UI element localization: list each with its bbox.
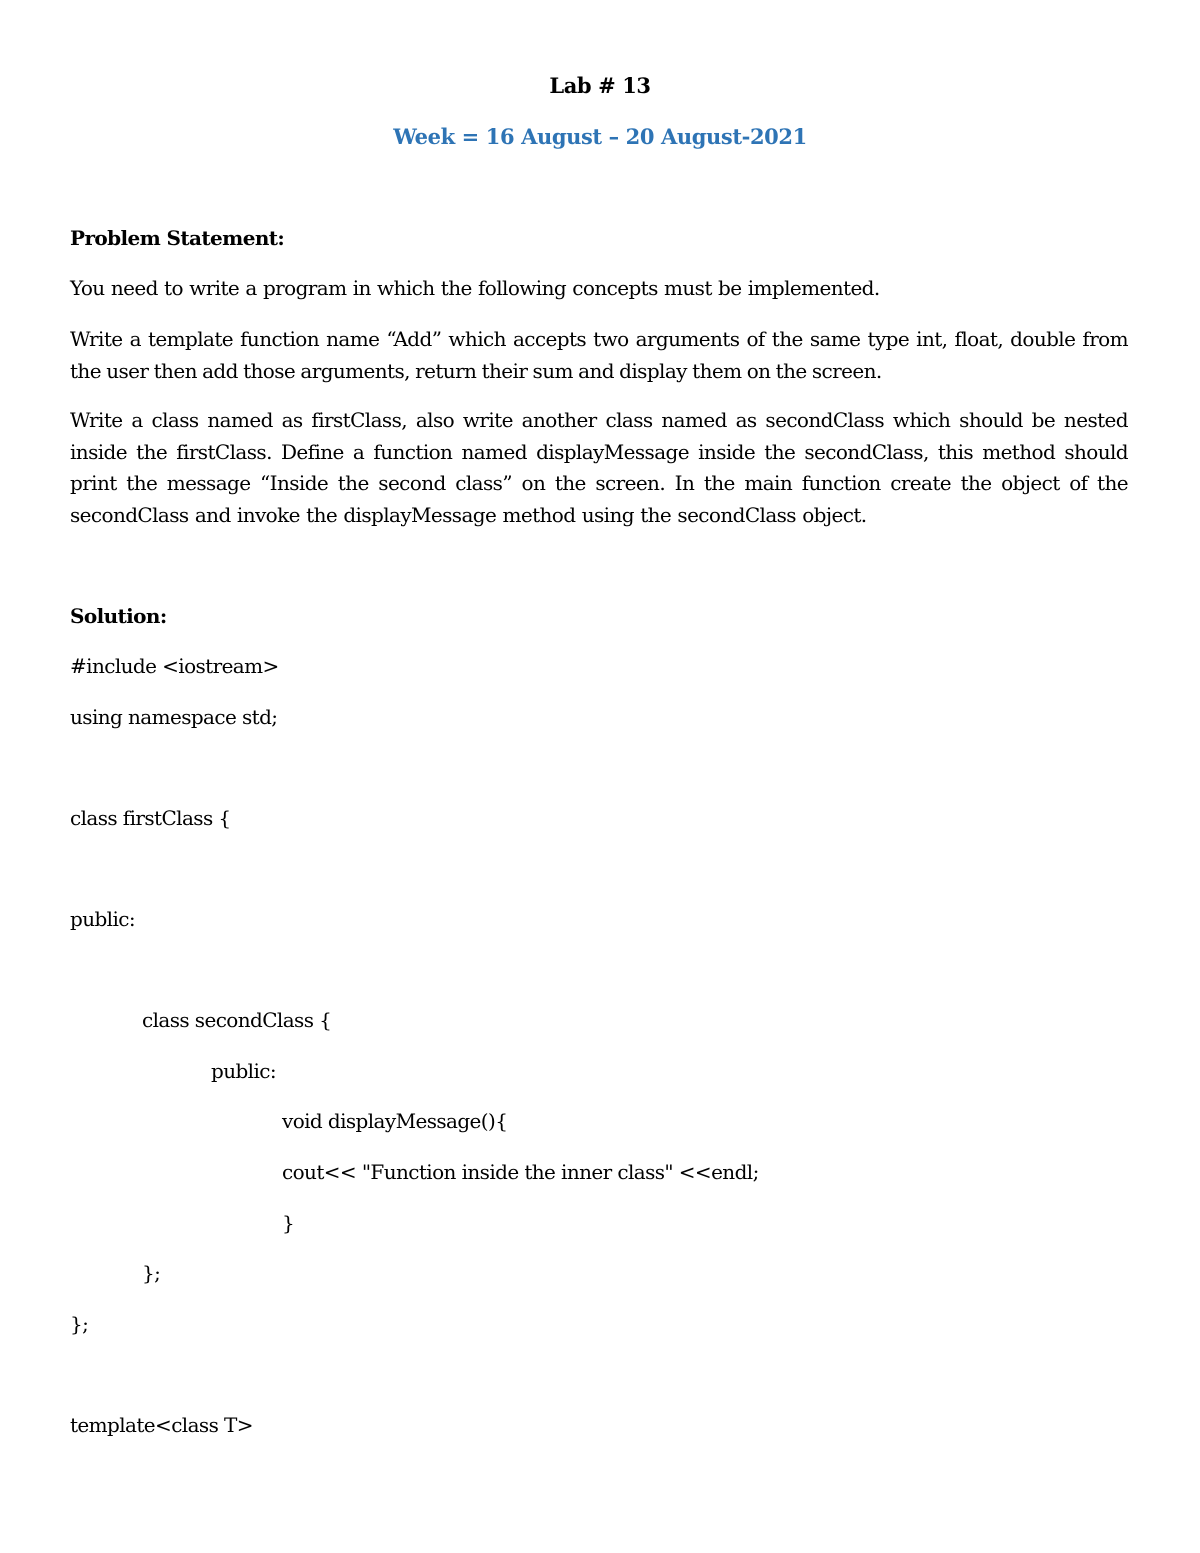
solution-heading: Solution: [70, 604, 167, 628]
code-line: #include <iostream> [70, 654, 279, 678]
code-line: public: [211, 1059, 277, 1083]
code-line: template<class T> [70, 1413, 253, 1437]
code-line: }; [142, 1261, 161, 1285]
code-line: public: [70, 907, 136, 931]
task-nested-class-paragraph: Write a class named as firstClass, also write another class named as secondClass which should be nested inside the firstClass. Define a function named displayMessage inside the secondClass, this method should print the message “Inside the second class” on the screen. In the main function create the object of the secondClass and invoke the displayMessage method using the secondClass object. [70, 408, 1128, 527]
code-line: cout<< "Function inside the inner class" <<endl; [282, 1160, 759, 1184]
code-line: class firstClass { [70, 806, 231, 830]
page-title: Lab # 13 [549, 73, 651, 98]
task-template-paragraph: Write a template function name “Add” which accepts two arguments of the same type int, float, double from the user then add those arguments, return their sum and display them on the screen. [70, 327, 1128, 383]
code-line: void displayMessage(){ [282, 1109, 508, 1133]
intro-paragraph: You need to write a program in which the following concepts must be implemented. [70, 276, 880, 300]
code-line: } [282, 1211, 295, 1235]
problem-statement-heading: Problem Statement: [70, 226, 285, 250]
code-line: }; [70, 1312, 89, 1336]
code-line: using namespace std; [70, 705, 278, 729]
code-line: class secondClass { [142, 1008, 332, 1032]
week-subtitle: Week = 16 August – 20 August-2021 [393, 124, 807, 149]
